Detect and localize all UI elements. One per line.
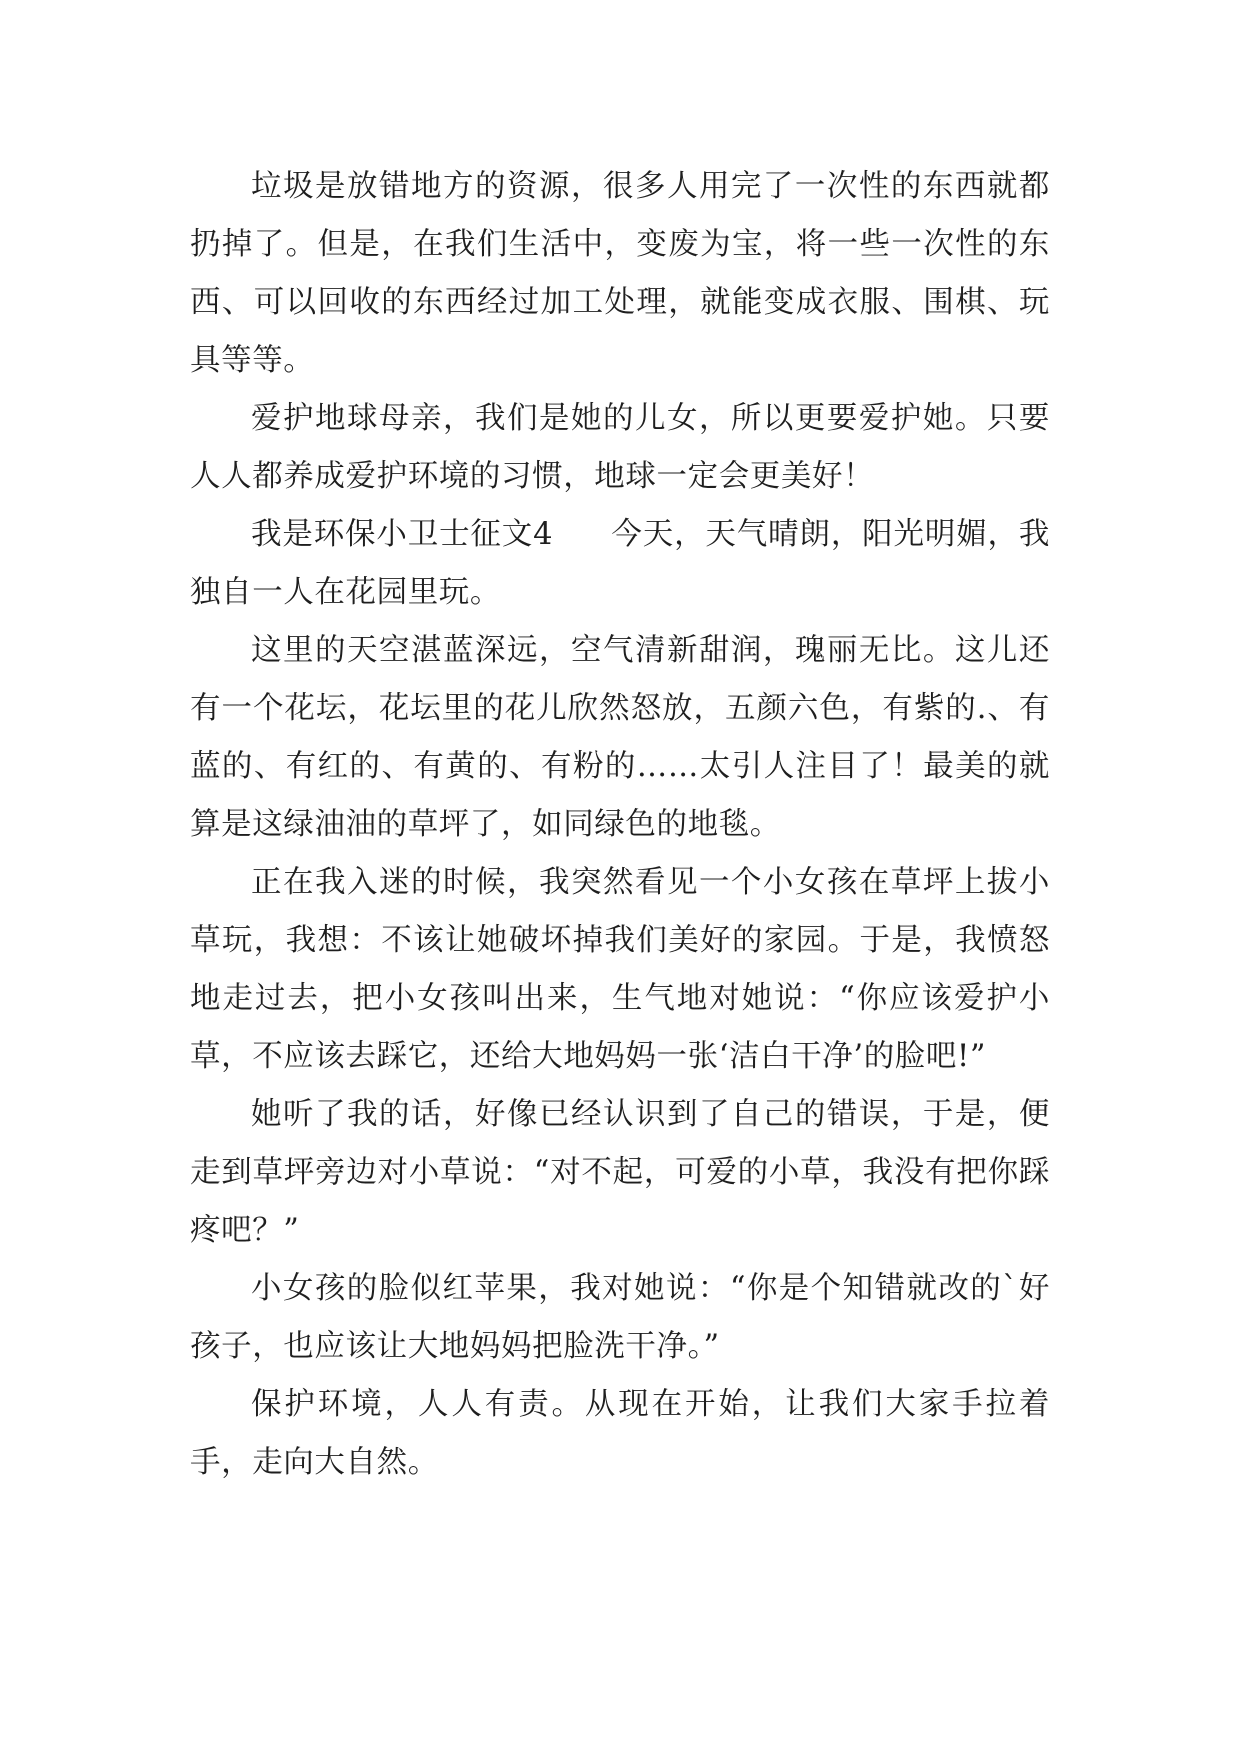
paragraph-conclusion: 保护环境，人人有责。从现在开始，让我们大家手拉着手，走向大自然。 bbox=[190, 1387, 1050, 1480]
paragraph-girl-apologizes: 她听了我的话，好像已经认识到了自己的错误，于是，便走到草坪旁边对小草说：“对不起，可爱的小草，我没有把你踩疼吧？” bbox=[190, 1097, 1050, 1248]
paragraph-recycling: 垃圾是放错地方的资源，很多人用完了一次性的东西就都扔掉了。但是，在我们生活中，变废为宝，将一些一次性的东西、可以回收的东西经过加工处理，就能变成衣服、围棋、玩具等等。 bbox=[190, 169, 1050, 378]
paragraph-love-earth: 爱护地球母亲，我们是她的儿女，所以更要爱护她。只要人人都养成爱护环境的习惯，地球一定会更美好！ bbox=[190, 401, 1050, 494]
paragraph-girl-pulling-grass: 正在我入迷的时候，我突然看见一个小女孩在草坪上拔小草玩，我想：不该让她破坏掉我们美好的家园。于是，我愤怒地走过去，把小女孩叫出来，生气地对她说：“你应该爱护小草，不应该去踩它，还给大地妈妈一张‘洁白干净’的脸吧!” bbox=[190, 865, 1050, 1074]
paragraph-essay-4-intro bbox=[190, 506, 1050, 622]
document-body bbox=[190, 158, 1050, 1492]
essay-intro-text: 今天，天气晴朗，阳光明媚，我独自一人在花园里玩。 bbox=[190, 517, 1051, 610]
paragraph-garden-scene: 这里的天空湛蓝深远，空气清新甜润，瑰丽无比。这儿还有一个花坛，花坛里的花儿欣然怒放，五颜六色，有紫的.、有蓝的、有红的、有黄的、有粉的……太引人注目了！最美的就算是这绿油油的草坪了，如同绿色的地毯。 bbox=[190, 633, 1050, 842]
essay-heading: 我是环保小卫士征文4 bbox=[251, 517, 554, 552]
paragraph-red-apple-face: 小女孩的脸似红苹果，我对她说：“你是个知错就改的`好孩子，也应该让大地妈妈把脸洗干净。” bbox=[190, 1271, 1050, 1364]
